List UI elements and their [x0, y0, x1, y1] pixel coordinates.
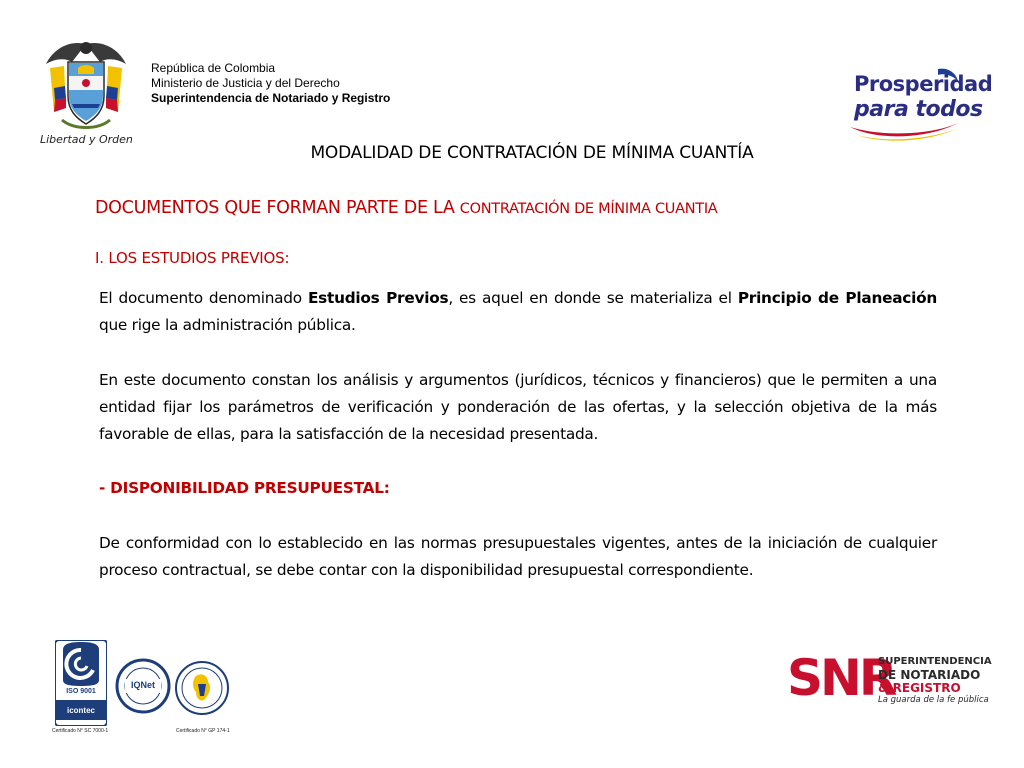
documents-title-large: DOCUMENTOS QUE FORMAN PARTE DE LA — [95, 198, 455, 218]
paragraph1-part3: que rige la administración pública. — [99, 316, 356, 335]
icontec-label: icontec — [66, 706, 95, 715]
paragraph-spacer — [99, 339, 937, 366]
paragraph-disponibilidad: De conformidad con lo establecido en las normas presupuestales vigentes, antes de la iniciación de cualquier proceso contractual, se debe contar con la disponibilidad presupuestal correspondiente. — [99, 533, 937, 579]
iso-9001-icontec-logo — [55, 640, 107, 726]
iqnet-label: IQNet — [130, 680, 155, 690]
snr-logo — [787, 649, 997, 712]
snr-line-registro: & REGISTRO — [878, 681, 961, 695]
prosperidad-line2: para todos — [854, 97, 983, 122]
gov-line-republica: República de Colombia — [151, 61, 276, 75]
colombia-coat-of-arms — [40, 38, 132, 150]
paragraph-estudios-previos — [99, 285, 937, 339]
prosperidad-text — [854, 72, 992, 122]
slide-title: MODALIDAD DE CONTRATACIÓN DE MÍNIMA CUANTÍA — [310, 143, 754, 163]
certificate-number-sc: Certificado N° SC 7000-1 — [52, 728, 109, 734]
prosperidad-para-todos-logo — [848, 65, 993, 143]
paragraph1-bold-principio: Principio de Planeación — [737, 289, 937, 307]
section-title-estudios-previos: I. LOS ESTUDIOS PREVIOS: — [95, 249, 290, 267]
snr-line-superintendencia: SUPERINTENDENCIA — [878, 656, 992, 667]
snr-line-tagline: La guarda de la fe pública — [878, 695, 989, 705]
paragraph1-part2: , es aquel en donde se materializa el — [448, 289, 738, 307]
coat-of-arms-emblem-icon — [40, 38, 132, 134]
iso-9001-label: ISO 9001 — [66, 688, 96, 695]
subsection-title-disponibilidad: - DISPONIBILIDAD PRESUPUESTAL: — [99, 479, 390, 498]
paragraph-spacer — [99, 503, 937, 530]
government-header — [151, 61, 390, 106]
paragraph1-part1: El documento denominado — [99, 289, 308, 307]
snr-line-notariado: DE NOTARIADO — [878, 668, 981, 682]
gp-1000-seal-logo — [174, 660, 230, 716]
documents-title-small: CONTRATACIÓN DE MÍNIMA CUANTIA — [459, 201, 718, 217]
gov-line-ministerio: Ministerio de Justicia y del Derecho — [151, 76, 340, 90]
snr-text-block — [878, 655, 992, 706]
paragraph-analisis: En este documento constan los análisis y argumentos (jurídicos, técnicos y financieros) que le permiten a una entidad fijar los parámetros de verificación y ponderación de las ofertas, y la selección objetiva de la más favorable de ellas, para la satisfacción de la necesidad presentada. — [99, 370, 937, 443]
snr-letters: SNR — [787, 649, 895, 707]
iqnet-certified-logo — [115, 658, 171, 714]
prosperidad-line1: Prosperidad — [854, 72, 993, 96]
certificate-number-gp: Certificado N° GP 174-1 — [176, 728, 230, 734]
gp-seal-icon — [174, 660, 230, 716]
documents-title — [95, 198, 717, 218]
paragraph-spacer — [99, 448, 937, 475]
paragraph1-bold-estudios-previos: Estudios Previos — [307, 289, 449, 307]
coat-of-arms-motto: Libertad y Orden — [40, 133, 133, 146]
slide-body — [99, 285, 937, 584]
gov-line-superintendencia: Superintendencia de Notariado y Registro — [151, 91, 391, 105]
